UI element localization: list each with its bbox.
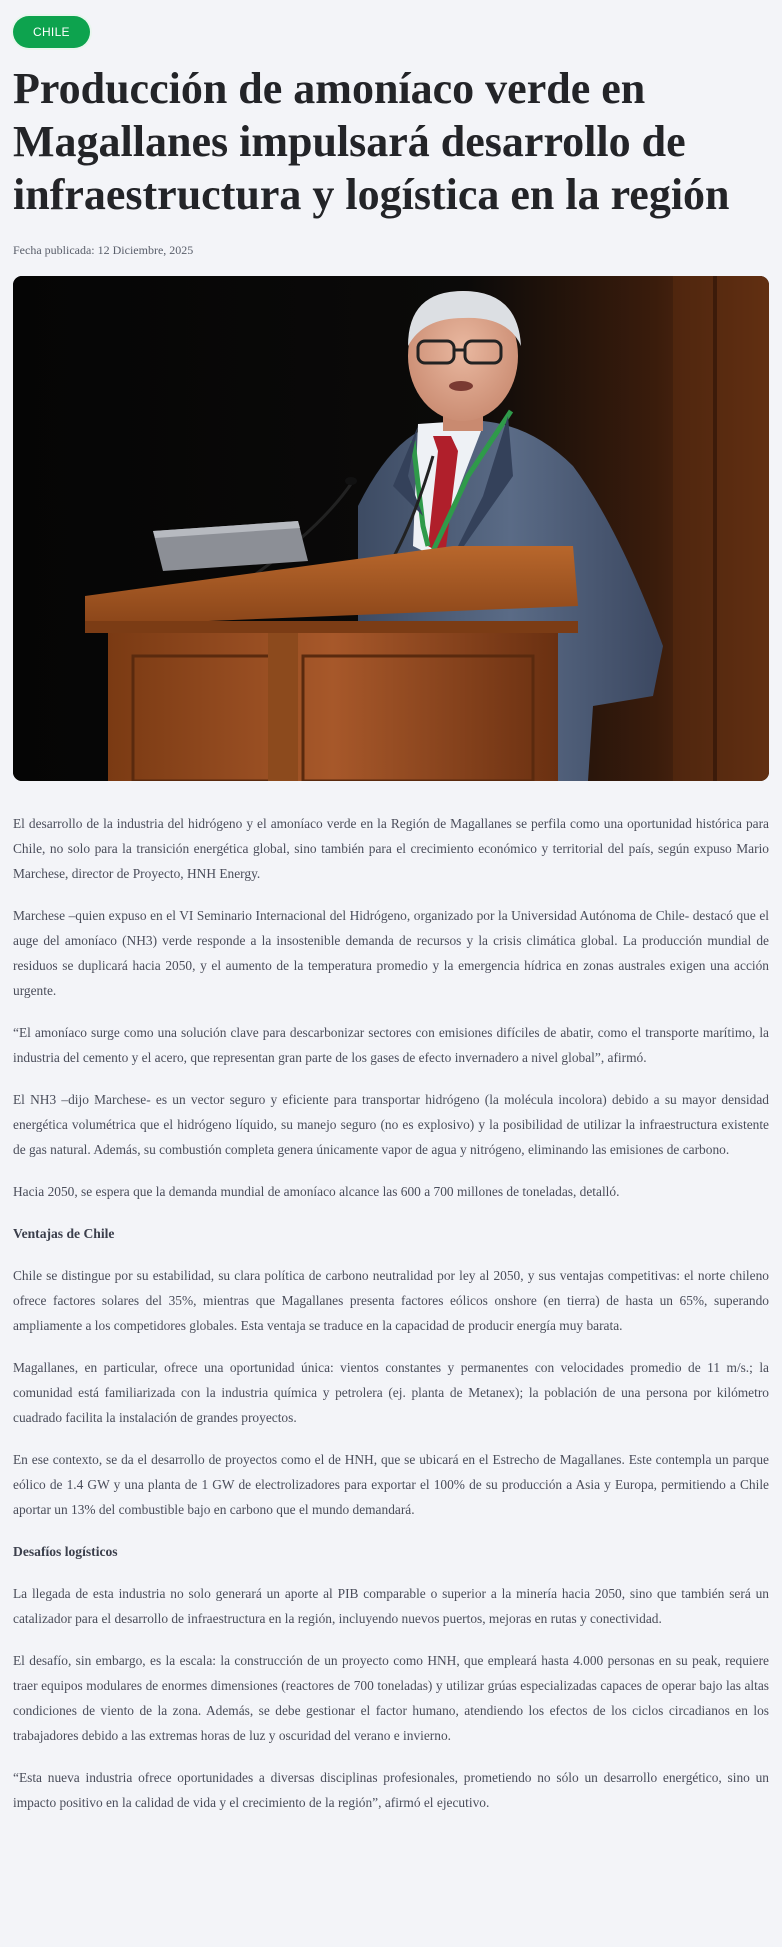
category-badge[interactable]: CHILE (13, 16, 90, 48)
article-paragraph: La llegada de esta industria no solo generará un aporte al PIB comparable o superior a la minería hacia 2050, sino que también será un catalizador para el desarrollo de infraestructura en la región, incluyendo nuevos puertos, mejoras en rutas y conectividad. (13, 1586, 769, 1626)
publish-date: Fecha publicada: 12 Diciembre, 2025 (13, 243, 194, 257)
article-paragraph: El desafío, sin embargo, es la escala: la construcción de un proyecto como HNH, que empleará hasta 4.000 personas en su peak, requiere traer equipos modulares de enormes dimensiones (reactores de 700 toneladas) y utilizar grúas especializadas capaces de operar bajo las altas condiciones de viento de la zona. Además, se debe gestionar el factor humano, atendiendo los efectos de los ciclos circadianos en los trabajadores debido a las extremas horas de luz y oscuridad del verano e invierno. (13, 1653, 769, 1743)
article-paragraph: “Esta nueva industria ofrece oportunidades a diversas disciplinas profesionales, prometiendo no sólo un desarrollo energético, sino un impacto positivo en la calidad de vida y el crecimiento de la región”, afirmó el ejecutivo. (13, 1770, 769, 1810)
article-paragraph: Chile se distingue por su estabilidad, su clara política de carbono neutralidad por ley al 2050, y sus ventajas competitivas: el norte chileno ofrece factores solares del 35%, mientras que Magallanes presenta factores eólicos onshore (en tierra) de hasta un 65%, superando ampliamente a los competidores globales. Esta ventaja se traduce en la capacidad de producir energía muy barata. (13, 1268, 769, 1333)
speaker-at-podium-illustration (13, 276, 769, 781)
section-heading: Desafíos logísticos (13, 1544, 118, 1559)
article-title: Producción de amoníaco verde en Magallanes impulsará desarrollo de infraestructura y logística en la región (13, 64, 730, 219)
article-paragraph: Marchese –quien expuso en el VI Seminario Internacional del Hidrógeno, organizado por la Universidad Autónoma de Chile- destacó que el auge del amoníaco (NH3) verde responde a la insostenible demanda de recursos y la crisis climática global. La producción mundial de residuos se duplicará hacia 2050, y el aumento de la temperatura promedio y la emergencia hídrica en zonas australes exigen una acción urgente. (13, 908, 769, 998)
section-heading: Ventajas de Chile (13, 1226, 115, 1241)
article-paragraph: En ese contexto, se da el desarrollo de proyectos como el de HNH, que se ubicará en el Estrecho de Magallanes. Este contempla un parque eólico de 1.4 GW y una planta de 1 GW de electrolizadores para exportar el 100% de su producción a Asia y Europa, permitiendo a Chile aportar un 13% del combustible bajo en carbono que el mundo demandará. (13, 1452, 769, 1517)
article-paragraph: Hacia 2050, se espera que la demanda mundial de amoníaco alcance las 600 a 700 millones de toneladas, detalló. (13, 1184, 620, 1199)
article-body (13, 811, 769, 1815)
article-paragraph: Magallanes, en particular, ofrece una oportunidad única: vientos constantes y permanentes con velocidades promedio de 11 m/s.; la comunidad está familiarizada con la industria química y petrolera (ej. planta de Metanex); la población de una persona por kilómetro cuadrado facilita la instalación de grandes proyectos. (13, 1360, 769, 1425)
article-paragraph: El NH3 –dijo Marchese- es un vector seguro y eficiente para transportar hidrógeno (la molécula incolora) debido a su mayor densidad energética volumétrica que el hidrógeno líquido, su manejo seguro (no es explosivo) y la posibilidad de utilizar la infraestructura existente de gas natural. Además, su combustión completa genera únicamente vapor de agua y nitrógeno, eliminando las emisiones de carbono. (13, 1092, 769, 1157)
article-paragraph: El desarrollo de la industria del hidrógeno y el amoníaco verde en la Región de Magallanes se perfila como una oportunidad histórica para Chile, no solo para la transición energética global, sino también para el crecimiento económico y territorial del país, según expuso Mario Marchese, director de Proyecto, HNH Energy. (13, 816, 769, 881)
hero-photo (13, 276, 769, 781)
article-paragraph: “El amoníaco surge como una solución clave para descarbonizar sectores con emisiones difíciles de abatir, como el transporte marítimo, la industria del cemento y el acero, que representan gran parte de los gases de efecto invernadero a nivel global”, afirmó. (13, 1025, 769, 1065)
